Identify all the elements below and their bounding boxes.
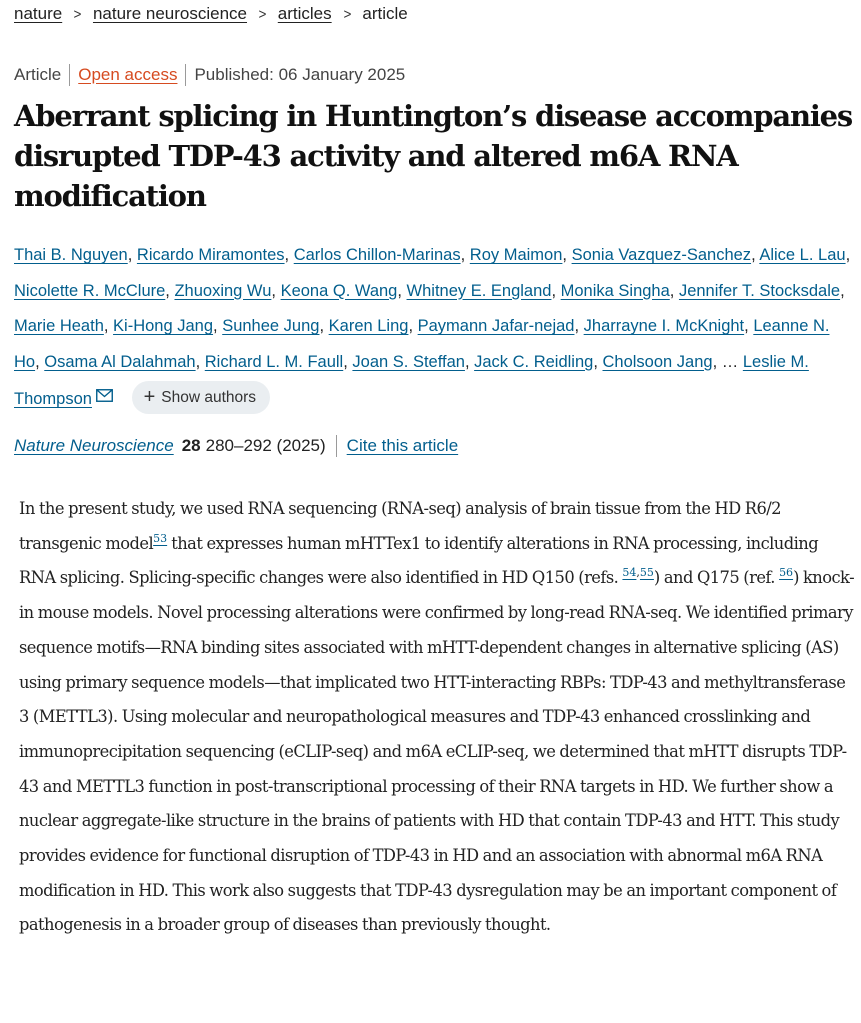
show-authors-button[interactable] [132,381,270,414]
author-list: Thai B. Nguyen, Ricardo Miramontes, Carlos Chillon-Marinas, Roy Maimon, Sonia Vazquez-Sanchez, Alice L. Lau, Nicolette R. McClure, Zhuoxing Wu, Keona Q. Wang, Whitney E. England, Monika Singha, Jennifer T. Stocksdale, Marie Heath, Ki-Hong Jang, Sunhee Jung, Karen Ling, Paymann Jafar-nejad, Jharrayne I. McKnight, Leanne N. Ho, Osama Al Dalahmah, Richard L. M. Faull, Joan S. Steffan, Jack C. Reidling, Cholsoon Jang, … Leslie M. Thompson + Show authors [14,238,854,418]
author-link[interactable]: Ricardo Miramontes [136,246,285,264]
reference-link[interactable]: 53 [153,531,168,545]
citation-line [14,434,458,458]
author-link[interactable]: Carlos Chillon-Marinas [293,246,461,264]
author-link[interactable]: Richard L. M. Faull [204,352,344,371]
journal-link[interactable]: Nature Neuroscience [14,436,174,455]
cite-this-article-link[interactable]: Cite this article [346,436,459,455]
author-link[interactable]: Monika Singha [560,281,670,300]
author-link[interactable]: Zhuoxing Wu [174,281,272,300]
show-authors-label: Show authors [161,388,257,406]
published-date: Published: 06 January 2025 [194,65,406,84]
author-link[interactable]: Paymann Jafar-nejad [417,317,575,335]
breadcrumb-item-nature[interactable]: nature [14,4,63,23]
reference-separator: , [636,566,640,580]
divider [69,64,70,86]
author-link[interactable]: Marie Heath [14,317,104,335]
reference-link[interactable]: 54 [622,566,637,580]
reference [153,532,167,545]
journal-volume: 28 [181,436,201,455]
journal-pages: 280–292 (2025) [205,436,326,455]
divider [336,435,337,457]
author-link[interactable]: Jennifer T. Stocksdale [678,281,841,300]
author-link[interactable]: Whitney E. England [406,281,552,300]
breadcrumb [14,2,408,26]
chevron-right-icon: > [258,5,267,23]
reference [622,566,654,579]
article-meta [14,63,405,87]
abstract-text: ) knock-in mouse models. Novel processing alterations were confirmed by long-read RNA-seq. We identified primary sequence motifs—RNA binding sites associated with mHTT-dependent changes in alternative splicing (AS) using primary sequence models—that implicated two HTT-interacting RBPs: TDP-43 and methyltransferase 3 (METTL3). Using molecular and neuropathological measures and TDP-43 enhanced crosslinking and immunoprecipitation sequencing (eCLIP-seq) and m6A eCLIP-seq, we determined that mHTT disrupts TDP-43 and METTL3 function in post-transcriptional processing of their RNA targets in HD. We further show a nuclear aggregate-like structure in the brains of patients with HD that contain TDP-43 and HTT. This study provides evidence for functional disruption of TDP-43 in HD and an association with abnormal m6A RNA modification in HD. This work also suggests that TDP-43 dysregulation may be an important component of pathogenesis in a broader group of diseases than previously thought. [19,568,855,935]
breadcrumb-item-nature-neuroscience[interactable]: nature neuroscience [92,4,248,23]
reference [779,566,793,579]
breadcrumb-current: article [362,4,408,23]
abstract-text: ) and Q175 (ref. [653,568,780,588]
author-link[interactable]: Joan S. Steffan [352,352,465,371]
abstract-text: that expresses human mHTTex1 to identify alterations in RNA processing, including RNA splicing. Splicing-specific changes were also identified in HD Q150 (refs. [19,533,819,588]
reference-link[interactable]: 56 [779,566,794,580]
author-link[interactable]: Jharrayne I. McKnight [583,317,745,335]
author-link[interactable]: Nicolette R. McClure [14,281,166,300]
author-link[interactable]: Jack C. Reidling [474,352,594,371]
mail-icon[interactable] [96,380,113,416]
plus-icon: + [143,385,156,408]
divider [185,64,186,86]
article-type: Article [14,65,62,84]
abstract-paragraph [19,492,857,943]
author-link[interactable]: Leanne N. Ho [14,317,830,371]
abstract-text: In the present study, we used RNA sequencing (RNA-seq) analysis of brain tissue from the HD R6/2 transgenic model [19,499,781,553]
chevron-right-icon: > [343,5,351,23]
open-access-link[interactable]: Open access [78,65,178,84]
author-link[interactable]: Osama Al Dalahmah [44,352,196,371]
authors-ellipsis: … [721,352,739,371]
corresponding-author-link[interactable]: Leslie M. Thompson [14,352,809,408]
author-link[interactable]: Alice L. Lau [759,246,846,264]
chevron-right-icon: > [73,5,82,23]
author-link[interactable]: Sunhee Jung [222,317,320,335]
reference-link[interactable]: 55 [639,566,654,580]
author-link[interactable]: Thai B. Nguyen [14,246,128,264]
author-link[interactable]: Roy Maimon [469,246,563,264]
article-title: Aberrant splicing in Huntington’s disease accompanies disrupted TDP-43 activity and altered m6A RNA modification [14,99,853,213]
breadcrumb-item-articles[interactable]: articles [277,4,332,23]
author-link[interactable]: Keona Q. Wang [280,281,398,300]
author-link[interactable]: Sonia Vazquez-Sanchez [571,246,752,264]
author-link[interactable]: Ki-Hong Jang [113,317,214,335]
author-link[interactable]: Cholsoon Jang [602,352,713,371]
author-link[interactable]: Karen Ling [328,317,409,335]
